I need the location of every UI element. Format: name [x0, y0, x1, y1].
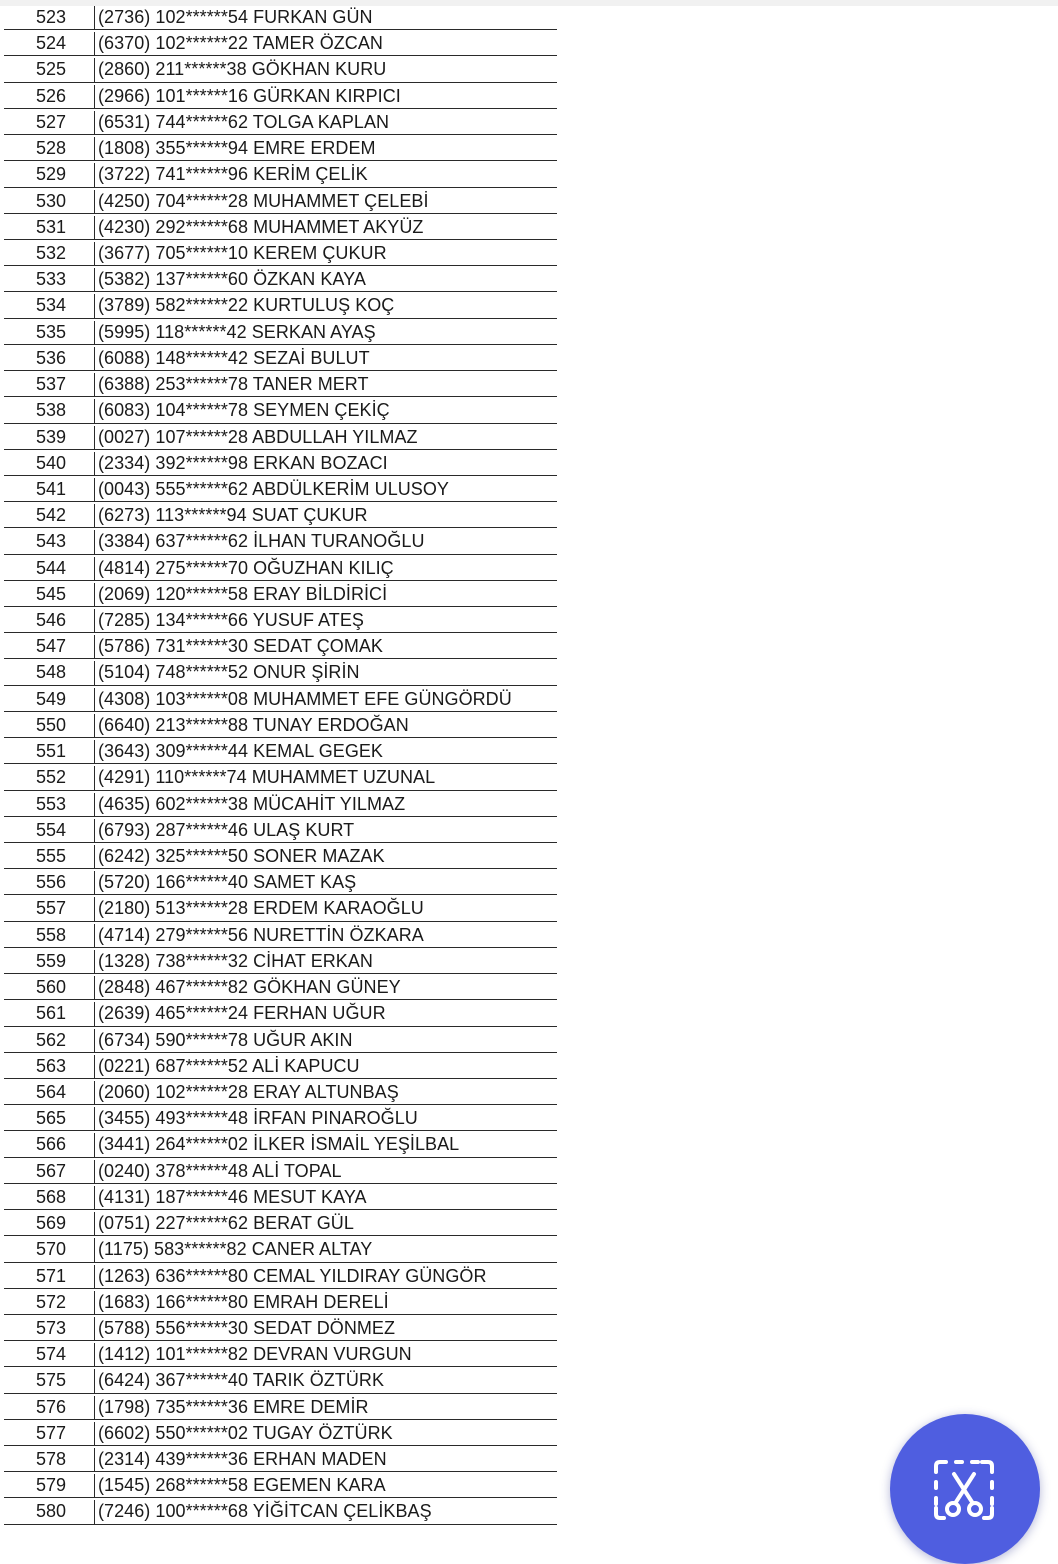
row-entry-text: (4131) 187******46 MESUT KAYA [98, 1186, 367, 1207]
row-entry-text: (3455) 493******48 İRFAN PINAROĞLU [98, 1108, 418, 1129]
column-divider [94, 504, 95, 527]
row-entry-text: (4230) 292******68 MUHAMMET AKYÜZ [98, 216, 424, 237]
row-entry-text: (6602) 550******02 TUGAY ÖZTÜRK [98, 1422, 393, 1443]
column-divider [94, 426, 95, 449]
row-entry-text: (6083) 104******78 SEYMEN ÇEKİÇ [98, 400, 390, 421]
row-number: 575 [36, 1370, 67, 1391]
column-divider [94, 294, 95, 317]
row-number: 576 [36, 1396, 67, 1417]
column-divider [94, 819, 95, 842]
column-divider [94, 1291, 95, 1314]
row-number: 577 [36, 1422, 67, 1443]
table-row [4, 1210, 557, 1236]
row-entry-text: (5995) 118******42 SERKAN AYAŞ [98, 321, 376, 342]
row-number: 531 [36, 216, 67, 237]
table-row [4, 1131, 557, 1157]
column-divider [94, 58, 95, 81]
table-row [4, 1053, 557, 1079]
column-divider [94, 1448, 95, 1471]
row-entry-text: (7246) 100******68 YİĞİTCAN ÇELİKBAŞ [98, 1501, 432, 1522]
column-divider [94, 1212, 95, 1235]
row-entry-text: (3643) 309******44 KEMAL GEGEK [98, 741, 383, 762]
row-number: 532 [36, 242, 67, 263]
row-entry-text: (3677) 705******10 KEREM ÇUKUR [98, 242, 387, 263]
row-number: 568 [36, 1186, 67, 1207]
row-number: 574 [36, 1344, 67, 1365]
table-row [4, 109, 557, 135]
row-entry-text: (3441) 264******02 İLKER İSMAİL YEŞİLBAL [98, 1134, 460, 1155]
column-divider [94, 1265, 95, 1288]
table-row [4, 266, 557, 292]
column-divider [94, 1081, 95, 1104]
row-number: 572 [36, 1291, 67, 1312]
column-divider [94, 399, 95, 422]
table-row [4, 791, 557, 817]
row-number: 536 [36, 347, 67, 368]
column-divider [94, 766, 95, 789]
row-entry-text: (1328) 738******32 CİHAT ERKAN [98, 950, 373, 971]
row-number: 579 [36, 1475, 67, 1496]
table-row [4, 1472, 557, 1498]
row-number: 529 [36, 164, 67, 185]
row-number: 546 [36, 610, 67, 631]
column-divider [94, 1133, 95, 1156]
column-divider [94, 1238, 95, 1261]
row-entry-text: (4250) 704******28 MUHAMMET ÇELEBİ [98, 190, 429, 211]
row-number: 558 [36, 924, 67, 945]
column-divider [94, 321, 95, 344]
table-row [4, 659, 557, 685]
row-entry-text: (6531) 744******62 TOLGA KAPLAN [98, 111, 390, 132]
table-row [4, 843, 557, 869]
column-divider [94, 111, 95, 134]
table-row [4, 948, 557, 974]
table-row [4, 869, 557, 895]
table-row [4, 1446, 557, 1472]
table-row [4, 397, 557, 423]
row-number: 534 [36, 295, 67, 316]
row-number: 552 [36, 767, 67, 788]
table-row [4, 974, 557, 1000]
row-entry-text: (3789) 582******22 KURTULUŞ KOÇ [98, 295, 395, 316]
row-number: 559 [36, 950, 67, 971]
row-entry-text: (2334) 392******98 ERKAN BOZACI [98, 452, 388, 473]
row-entry-text: (2966) 101******16 GÜRKAN KIRPICI [98, 85, 401, 106]
column-divider [94, 635, 95, 658]
column-divider [94, 740, 95, 763]
row-number: 555 [36, 846, 67, 866]
row-entry-text: (0043) 555******62 ABDÜLKERİM ULUSOY [98, 478, 449, 499]
table-row [4, 1341, 557, 1367]
table-row [4, 528, 557, 554]
column-divider [94, 793, 95, 816]
column-divider [94, 137, 95, 160]
row-entry-text: (6424) 367******40 TARIK ÖZTÜRK [98, 1370, 385, 1391]
column-divider [94, 242, 95, 265]
table-row [4, 371, 557, 397]
row-number: 570 [36, 1239, 67, 1260]
column-divider [94, 976, 95, 999]
table-row [4, 240, 557, 266]
row-number: 569 [36, 1213, 67, 1234]
column-divider [94, 1343, 95, 1366]
column-divider [94, 85, 95, 108]
row-entry-text: (5104) 748******52 ONUR ŞİRİN [98, 662, 360, 683]
row-number: 540 [36, 452, 67, 473]
row-number: 526 [36, 85, 67, 106]
row-number: 557 [36, 898, 67, 919]
column-divider [94, 1186, 95, 1209]
row-number: 539 [36, 426, 67, 447]
row-number: 549 [36, 688, 67, 709]
row-number: 548 [36, 662, 67, 683]
row-number: 565 [36, 1108, 67, 1129]
table-row [4, 188, 557, 214]
table-row [4, 1236, 557, 1262]
table-row [4, 161, 557, 187]
table-row [4, 135, 557, 161]
column-divider [94, 32, 95, 55]
row-number: 530 [36, 190, 67, 211]
row-entry-text: (1175) 583******82 CANER ALTAY [98, 1239, 373, 1260]
row-entry-text: (2848) 467******82 GÖKHAN GÜNEY [98, 977, 401, 998]
column-divider [94, 1317, 95, 1340]
row-entry-text: (0240) 378******48 ALİ TOPAL [98, 1160, 342, 1181]
table-row [4, 1289, 557, 1315]
table-row [4, 345, 557, 371]
row-entry-text: (2736) 102******54 FURKAN GÜN [98, 7, 373, 27]
column-divider [94, 452, 95, 475]
column-divider [94, 1107, 95, 1130]
row-entry-text: (4635) 602******38 MÜCAHİT YILMAZ [98, 793, 406, 814]
row-entry-text: (5720) 166******40 SAMET KAŞ [98, 872, 357, 893]
row-entry-text: (2314) 439******36 ERHAN MADEN [98, 1449, 387, 1470]
row-number: 535 [36, 321, 67, 342]
column-divider [94, 688, 95, 711]
row-number: 562 [36, 1029, 67, 1050]
column-divider [94, 1002, 95, 1025]
row-entry-text: (2069) 120******58 ERAY BİLDİRİCİ [98, 583, 388, 604]
column-divider [94, 1369, 95, 1392]
table-row [4, 1079, 557, 1105]
row-entry-text: (4814) 275******70 OĞUZHAN KILIÇ [98, 557, 394, 578]
table-row [4, 1158, 557, 1184]
row-number: 554 [36, 819, 67, 840]
row-number: 550 [36, 714, 67, 735]
table-row [4, 30, 557, 56]
column-divider [94, 871, 95, 894]
screenshot-scissors-icon [932, 1458, 996, 1522]
column-divider [94, 1160, 95, 1183]
column-divider [94, 950, 95, 973]
row-entry-text: (1545) 268******58 EGEMEN KARA [98, 1475, 386, 1496]
table-row [4, 83, 557, 109]
table-row [4, 292, 557, 318]
column-divider [94, 897, 95, 920]
column-divider [94, 268, 95, 291]
table-row [4, 895, 557, 921]
row-number: 525 [36, 59, 67, 80]
table-row [4, 502, 557, 528]
row-entry-text: (0221) 687******52 ALİ KAPUCU [98, 1055, 360, 1076]
table-row [4, 319, 557, 345]
column-divider [94, 530, 95, 553]
table-row [4, 1027, 557, 1053]
table-row [4, 1000, 557, 1026]
row-entry-text: (7285) 134******66 YUSUF ATEŞ [98, 610, 364, 631]
row-entry-text: (4714) 279******56 NURETTİN ÖZKARA [98, 924, 424, 945]
column-divider [94, 609, 95, 632]
row-entry-text: (5382) 137******60 ÖZKAN KAYA [98, 269, 366, 290]
row-entry-text: (1808) 355******94 EMRE ERDEM [98, 138, 376, 159]
row-number: 544 [36, 557, 67, 578]
column-divider [94, 714, 95, 737]
row-number: 547 [36, 636, 67, 657]
row-entry-text: (4308) 103******08 MUHAMMET EFE GÜNGÖRDÜ [98, 688, 512, 709]
row-number: 553 [36, 793, 67, 814]
table-row [4, 4, 557, 30]
row-entry-text: (1412) 101******82 DEVRAN VURGUN [98, 1344, 412, 1365]
table-row [4, 686, 557, 712]
column-divider [94, 216, 95, 239]
column-divider [94, 845, 95, 868]
row-entry-text: (2860) 211******38 GÖKHAN KURU [98, 59, 387, 80]
row-number: 567 [36, 1160, 67, 1181]
table-row [4, 1367, 557, 1393]
table-row [4, 476, 557, 502]
row-number: 533 [36, 269, 67, 290]
row-number: 527 [36, 111, 67, 132]
table-row [4, 607, 557, 633]
row-entry-text: (2060) 102******28 ERAY ALTUNBAŞ [98, 1081, 399, 1102]
row-entry-text: (0027) 107******28 ABDULLAH YILMAZ [98, 426, 418, 447]
row-entry-text: (5786) 731******30 SEDAT ÇOMAK [98, 636, 383, 657]
column-divider [94, 1029, 95, 1052]
column-divider [94, 1474, 95, 1497]
table-row [4, 1498, 557, 1524]
row-number: 564 [36, 1081, 67, 1102]
table-row [4, 424, 557, 450]
row-number: 542 [36, 505, 67, 526]
row-entry-text: (6734) 590******78 UĞUR AKIN [98, 1029, 353, 1050]
table-row [4, 738, 557, 764]
row-entry-text: (6388) 253******78 TANER MERT [98, 374, 369, 395]
table-row [4, 214, 557, 240]
row-number: 541 [36, 478, 67, 499]
row-number: 556 [36, 872, 67, 893]
column-divider [94, 373, 95, 396]
column-divider [94, 163, 95, 186]
table-row [4, 56, 557, 82]
document-list [4, 4, 557, 1526]
row-entry-text: (3384) 637******62 İLHAN TURANOĞLU [98, 531, 425, 552]
column-divider [94, 924, 95, 947]
table-row [4, 1315, 557, 1341]
column-divider [94, 661, 95, 684]
row-number: 578 [36, 1449, 67, 1470]
table-row [4, 1394, 557, 1420]
row-entry-text: (6640) 213******88 TUNAY ERDOĞAN [98, 714, 409, 735]
row-number: 545 [36, 583, 67, 604]
row-number: 551 [36, 741, 67, 762]
table-row [4, 633, 557, 659]
row-number: 571 [36, 1265, 67, 1286]
row-entry-text: (1798) 735******36 EMRE DEMİR [98, 1396, 369, 1417]
column-divider [94, 1396, 95, 1419]
row-number: 537 [36, 374, 67, 395]
row-number: 560 [36, 977, 67, 998]
row-number: 528 [36, 138, 67, 159]
table-row [4, 1420, 557, 1446]
table-row [4, 764, 557, 790]
column-divider [94, 1055, 95, 1078]
row-entry-text: (2639) 465******24 FERHAN UĞUR [98, 1003, 386, 1024]
row-entry-text: (6793) 287******46 ULAŞ KURT [98, 819, 355, 840]
row-number: 566 [36, 1134, 67, 1155]
row-entry-text: (6273) 113******94 SUAT ÇUKUR [98, 505, 368, 526]
row-entry-text: (1263) 636******80 CEMAL YILDIRAY GÜNGÖR [98, 1265, 487, 1286]
table-row [4, 922, 557, 948]
column-divider [94, 557, 95, 580]
row-number: 573 [36, 1317, 67, 1338]
row-entry-text: (5788) 556******30 SEDAT DÖNMEZ [98, 1317, 396, 1338]
row-entry-text: (0751) 227******62 BERAT GÜL [98, 1213, 354, 1234]
table-row [4, 555, 557, 581]
row-number: 524 [36, 33, 67, 54]
column-divider [94, 6, 95, 29]
column-divider [94, 1500, 95, 1523]
row-number: 561 [36, 1003, 67, 1024]
row-number: 563 [36, 1055, 67, 1076]
row-number: 538 [36, 400, 67, 421]
column-divider [94, 1422, 95, 1445]
screenshot-crop-button[interactable] [890, 1414, 1040, 1564]
row-entry-text: (1683) 166******80 EMRAH DERELİ [98, 1291, 389, 1312]
row-entry-text: (3722) 741******96 KERİM ÇELİK [98, 164, 368, 185]
table-row [4, 450, 557, 476]
table-row [4, 581, 557, 607]
row-number: 580 [36, 1501, 67, 1522]
row-entry-text: (6242) 325******50 SONER MAZAK [98, 846, 385, 866]
row-number: 543 [36, 531, 67, 552]
column-divider [94, 347, 95, 370]
column-divider [94, 190, 95, 213]
row-entry-text: (6088) 148******42 SEZAİ BULUT [98, 347, 370, 368]
table-row [4, 817, 557, 843]
table-row [4, 1105, 557, 1131]
table-row [4, 712, 557, 738]
column-divider [94, 583, 95, 606]
row-entry-text: (4291) 110******74 MUHAMMET UZUNAL [98, 767, 436, 788]
column-divider [94, 478, 95, 501]
table-row [4, 1263, 557, 1289]
row-number: 523 [36, 7, 67, 27]
row-entry-text: (2180) 513******28 ERDEM KARAOĞLU [98, 898, 424, 919]
row-entry-text: (6370) 102******22 TAMER ÖZCAN [98, 33, 383, 54]
table-row [4, 1184, 557, 1210]
